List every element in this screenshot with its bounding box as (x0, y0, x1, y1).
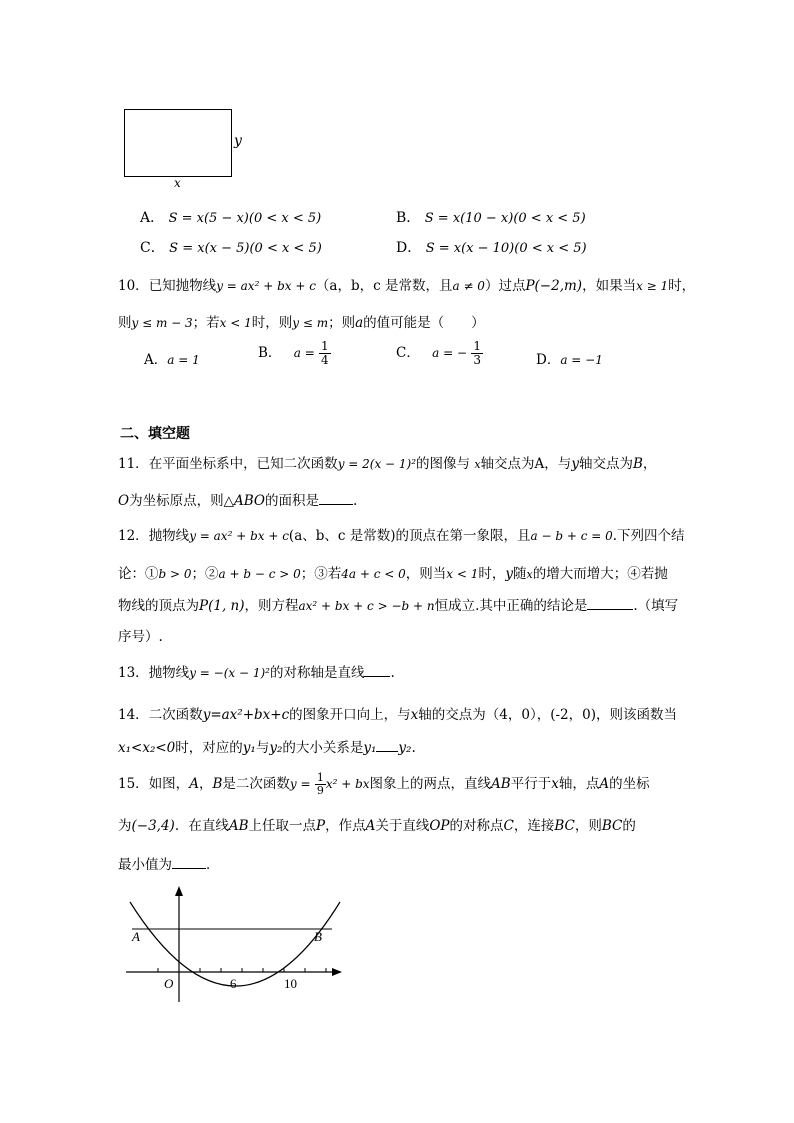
var-y1: y₁ (363, 740, 377, 756)
q12-text: (a、b、c 是常数)的顶点在第一象限，且 (288, 528, 531, 544)
q13-equation: y = −(x − 1)² (189, 666, 270, 680)
q10-condition: x < 1 (219, 316, 252, 330)
q12-text: .（填写 (633, 598, 679, 614)
q10-text: 已知抛物线 (148, 278, 217, 294)
q15-text: ， (198, 776, 213, 792)
section-heading: 二、填空题 (120, 426, 190, 442)
tick-label-10: 10 (284, 976, 297, 991)
q15-equation: x² + bx (325, 777, 370, 791)
q12-line3 (118, 594, 678, 614)
var-y2: y₂ (269, 740, 283, 756)
q14-condition: x₁<x₂<0 (118, 740, 176, 756)
q12-line2 (118, 562, 668, 582)
fraction-numerator: 1 (473, 339, 481, 353)
q15-text: ，连接 (513, 818, 555, 834)
q12-text: ；③若 (300, 566, 342, 582)
tick-label-6: 6 (230, 976, 237, 991)
q11-line1 (118, 452, 656, 472)
q15-text: 轴，点 (558, 776, 600, 792)
fraction (471, 340, 483, 367)
q10-text: 时， (668, 278, 696, 294)
q15-text: ，作点 (325, 818, 366, 834)
q12-text: 论：① (118, 566, 159, 582)
answer-blank[interactable] (319, 504, 353, 505)
q10-inequality: y ≤ m (292, 316, 329, 330)
q14-text: 与 (255, 740, 270, 756)
q9-option-c (140, 237, 322, 257)
var-x: x (526, 568, 533, 581)
label-b: B (314, 929, 322, 944)
q15-text: 如图， (148, 776, 190, 792)
q14-line1 (118, 703, 677, 723)
fraction (319, 340, 331, 367)
q12-text: 恒成立.其中正确的结论是 (434, 598, 588, 614)
q15-text: 的 (622, 818, 636, 834)
q15-text: 图象上的两点，直线 (369, 776, 492, 792)
point-b: B (212, 776, 223, 792)
answer-blank[interactable] (172, 868, 206, 869)
point-p: P (316, 818, 326, 834)
q14-text: 轴的交点为（4，0），(-2，0)，则该函数当 (418, 707, 677, 723)
q10-option-b (258, 340, 331, 367)
q15-text: 上任取一点 (248, 818, 316, 834)
option-letter: D． (396, 240, 422, 256)
q11-text: 在平面坐标系中，已知二次函数 (148, 456, 338, 472)
rectangle-figure (124, 109, 232, 177)
q12-line1 (118, 524, 685, 544)
option-letter: A． (144, 352, 168, 368)
question-number: 12． (118, 528, 149, 544)
rect-y-label: y (234, 133, 242, 149)
q15-line1 (118, 772, 650, 797)
q15-text: 关于直线 (375, 818, 430, 834)
q12-text: 随 (513, 566, 527, 582)
q14-text: 的图象开口向上，与 (289, 707, 411, 723)
q12-text: 物线的顶点为 (118, 598, 199, 614)
q12-text: ，则当 (405, 566, 447, 582)
var-y: y (505, 566, 513, 582)
q15-equation: y = (289, 777, 311, 791)
q11-text: 轴交点为A，与 (480, 456, 572, 472)
var-y2: y₂ (398, 740, 412, 756)
q12-text: 抛物线 (148, 528, 190, 544)
point-b: B (632, 456, 643, 472)
q12-text: 序号）. (118, 629, 163, 645)
answer-blank[interactable] (364, 676, 390, 677)
q11-text: 轴交点为 (578, 456, 633, 472)
q15-text: 最小值为 (118, 857, 172, 873)
q12-line4 (118, 625, 163, 645)
q10-condition: a ≠ 0 (452, 279, 485, 293)
answer-blank[interactable] (376, 751, 398, 752)
q15-line2 (118, 814, 636, 834)
option-letter: B． (258, 345, 282, 361)
q13-text: 的对称轴是直线 (269, 665, 365, 681)
q11-text: 的面积是 (264, 493, 319, 509)
question-number: 13． (118, 665, 149, 681)
q10-option-d (536, 348, 603, 368)
point-a-coord: (−3,4) (131, 818, 175, 834)
triangle-abo: △ABO (223, 493, 265, 509)
var-y: y (571, 456, 579, 472)
q10-inequality: y ≤ m − 3 (131, 316, 193, 330)
q10-text: ，如果当 (582, 278, 637, 294)
option-formula: S = x(5 − x)(0 < x < 5) (168, 211, 322, 226)
fraction-numerator: 1 (316, 771, 324, 784)
option-value: a = (293, 346, 315, 360)
q15-line3 (118, 853, 220, 873)
q12-condition: 4a + c < 0 (341, 567, 406, 581)
q11-text: 的图像与 (416, 456, 471, 472)
q15-text: 的坐标 (609, 776, 650, 792)
line-ab: AB (491, 776, 511, 792)
segment-bc: BC (601, 818, 623, 834)
q12-condition: b > 0 (158, 567, 192, 581)
q12-text: 时， (478, 566, 506, 582)
q11-text: ， (642, 456, 657, 472)
option-value: a = −1 (560, 353, 603, 367)
q10-line1 (118, 274, 695, 294)
q10-text: ；则 (328, 315, 356, 331)
point-o: O (118, 493, 130, 509)
question-number: 14． (118, 707, 149, 723)
q10-text: ；若 (192, 315, 220, 331)
var-x: x (474, 458, 481, 471)
q15-text: ，则 (574, 818, 602, 834)
q10-condition: x ≥ 1 (636, 279, 669, 293)
q11-text: . (352, 493, 358, 509)
q9-option-a (140, 207, 321, 227)
option-value: a = 1 (167, 353, 200, 367)
q12-condition: x < 1 (446, 567, 479, 581)
option-letter: C． (140, 240, 165, 256)
q15-text: ． (206, 857, 220, 873)
segment-bc: BC (554, 818, 575, 834)
var-x: x (551, 776, 559, 792)
q14-text: 的大小关系是 (282, 740, 364, 756)
option-formula: S = x(10 − x)(0 < x < 5) (424, 211, 586, 226)
q14-line2 (118, 736, 416, 756)
q15-text: ．在直线 (174, 818, 229, 834)
q12-text: 的增大而增大；④若抛 (532, 566, 668, 582)
q9-option-b (396, 207, 586, 227)
q14-text: 时，对应的 (175, 740, 243, 756)
fraction-denominator: 3 (473, 353, 481, 367)
option-letter: D． (536, 352, 561, 368)
q14-equation: y=ax²+bx+c (202, 707, 290, 723)
parabola-graph (120, 880, 350, 1010)
q12-text: .下列四个结 (612, 528, 685, 544)
q12-text: ；② (191, 566, 219, 582)
point-a: A (599, 776, 610, 792)
point-c: C (503, 818, 514, 834)
q13-text: . (390, 665, 395, 681)
q11-text: 为坐标原点，则 (129, 493, 224, 509)
x-axis-arrow (332, 968, 342, 976)
label-o: O (164, 976, 174, 991)
fraction-denominator: 9 (316, 784, 324, 797)
line-op: OP (429, 818, 450, 834)
q10-variable: a (355, 315, 364, 331)
q10-line2 (118, 311, 485, 331)
point-a: A (365, 818, 376, 834)
q11-equation: y = 2(x − 1)² (337, 457, 417, 471)
q12-equation: y = ax² + bx + c (189, 529, 289, 543)
rect-x-label: x (174, 176, 181, 190)
q15-text: 的对称点 (449, 818, 504, 834)
question-number: 10． (118, 278, 149, 294)
q14-text: . (411, 740, 416, 756)
q10-text: 的值可能是（ ） (363, 315, 485, 331)
q10-text: ）过点 (484, 278, 526, 294)
y-axis-arrow (175, 886, 183, 896)
option-letter: A． (140, 210, 165, 226)
q10-option-c (396, 340, 483, 367)
option-letter: C． (396, 345, 420, 361)
q12-vertex: P(1, n) (199, 598, 245, 614)
fraction-numerator: 1 (321, 339, 329, 353)
q14-text: 二次函数 (148, 707, 203, 723)
var-x: x (410, 707, 419, 723)
q12-condition: ax² + bx + c > −b + n (298, 599, 435, 613)
var-y1: y₁ (242, 740, 256, 756)
fraction (315, 772, 326, 797)
parabola-curve (130, 902, 340, 986)
q10-option-a (144, 348, 200, 368)
option-value: a = − (432, 346, 468, 360)
q9-option-d (396, 237, 587, 257)
q15-text: 平行于 (510, 776, 552, 792)
answer-blank[interactable] (587, 609, 633, 610)
label-a: A (132, 929, 140, 944)
q13-line (118, 661, 395, 681)
q10-equation: y = ax² + bx + c (216, 279, 316, 293)
q10-text: 时，则 (251, 315, 293, 331)
option-formula: S = x(x − 10)(0 < x < 5) (425, 241, 587, 256)
q11-line2 (118, 489, 357, 509)
q10-text: 则 (118, 315, 132, 331)
q12-text: ，则方程 (244, 598, 299, 614)
q12-condition: a + b − c > 0 (218, 567, 301, 581)
line-ab: AB (228, 818, 249, 834)
fraction-denominator: 4 (321, 353, 329, 367)
q12-condition: a − b + c = 0 (530, 529, 613, 543)
question-number: 11． (118, 456, 149, 472)
option-formula: S = x(x − 5)(0 < x < 5) (169, 241, 322, 256)
q15-text: 为 (118, 818, 132, 834)
q15-text: 是二次函数 (222, 776, 290, 792)
question-number: 15． (118, 776, 149, 792)
q10-text: （a，b，c 是常数，且 (315, 278, 453, 294)
q13-text: 抛物线 (148, 665, 190, 681)
option-letter: B． (396, 210, 421, 226)
q10-point: P(−2,m) (525, 278, 583, 294)
point-a: A (189, 776, 199, 792)
